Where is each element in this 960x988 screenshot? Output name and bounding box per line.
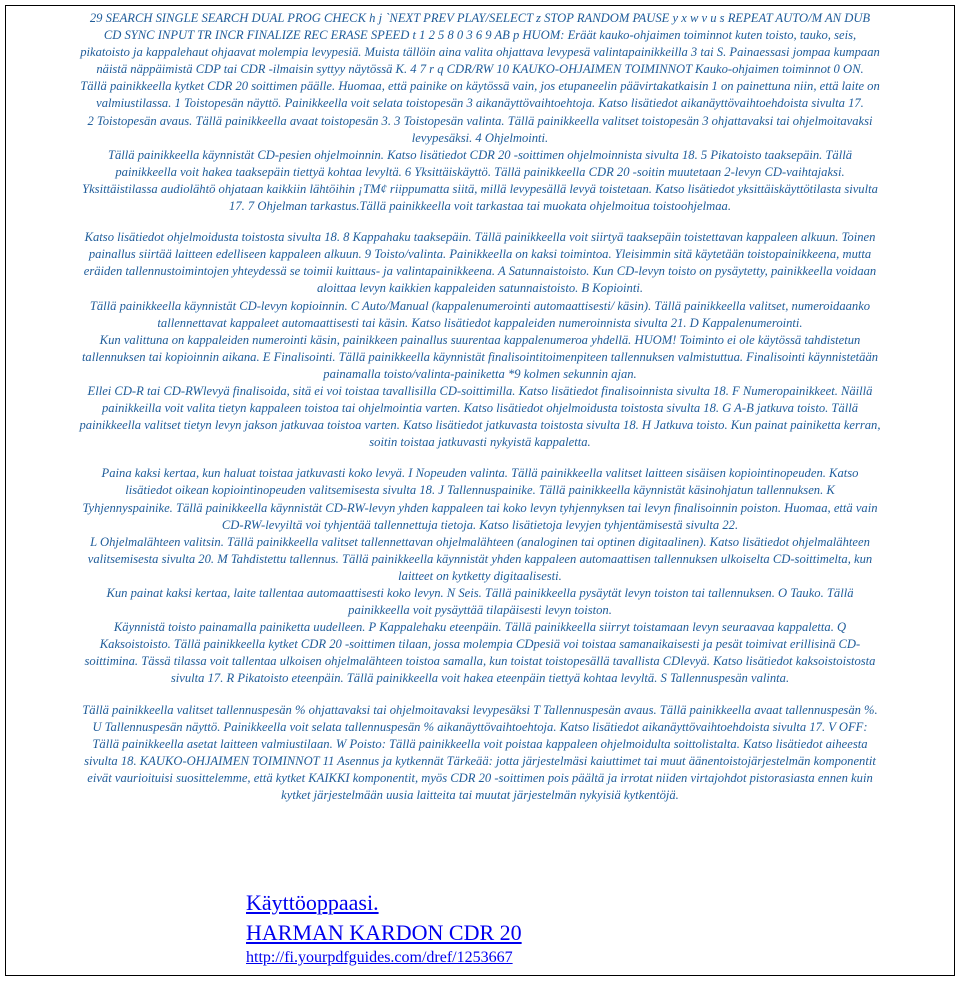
text-line: Paina kaksi kertaa, kun haluat toistaa jatkuvasti koko levyä. I Nopeuden valinta. Tällä painikkeella valitset laitteen sisäisen kopiointinopeuden. Katso (101, 466, 859, 481)
text-line: painamalla toisto/valinta-painiketta *9 kolmen sekunnin ajan. (323, 366, 637, 381)
text-line: Tällä painikkeella kytket CDR 20 soittimen päälle. Huomaa, että painike on käytössä vain, jos etupaneelin päävirtakatkaisin 1 on painettuna niin, että laite on (80, 79, 880, 94)
footer-links (246, 888, 522, 968)
paragraph (9, 702, 951, 805)
url-link[interactable]: http://fi.yourpdfguides.com/dref/1253667 (246, 949, 513, 966)
text-line: Käynnistä toisto painamalla painiketta uudelleen. P Kappalehaku eteenpäin. Tällä painikkeella siirryt toistamaan levyn seuraavaa kappaletta. Q (113, 620, 847, 635)
text-line: Kun valittuna on kappaleiden numerointi käsin, painikkeen painallus suurentaa kappalenumeroa yhdellä. HUOM! Toiminto ei ole käytössä tahdistetun (99, 332, 861, 347)
text-line: näistä näppäimistä CDP tai CDR -ilmaisin syttyy näytössä K. 4 7 r q CDR/RW 10 KAUKO-OHJAIMEN TOIMINNOT Kauko-ohjaimen toiminnot 0 ON. (96, 62, 864, 77)
text-line: painallus siirtää laitteen edelliseen kappaleen alkuun. 9 Toisto/valinta. Painikkeella on kaksi toimintoa. Yleisimmin sitä käytetään toistopainikkeena, mutta (88, 247, 872, 262)
text-line: 29 SEARCH SINGLE SEARCH DUAL PROG CHECK h j `NEXT PREV PLAY/SELECT z STOP RANDOM PAUSE y x w v u s REPEAT AUTO/M AN DUB (89, 11, 871, 25)
manual-text-body (9, 10, 951, 804)
text-line: painikkeella voit pysäyttää tilapäisesti levyn toiston. (348, 603, 612, 618)
paragraph-gap (9, 215, 951, 229)
paragraph-gap (9, 451, 951, 465)
text-line: valitsemisesta sivulta 20. M Tahdistettu tallennus. Tällä painikkeella käynnistät yhden kappaleen automaattisen tallennuksen ulkoiselta CD-soittimelta, kun (87, 551, 873, 566)
paragraph (9, 10, 951, 215)
text-line: 17. 7 Ohjelman tarkastus.Tällä painikkeella voit tarkastaa tai muokata ohjelmoitua toistoohjelmaa. (229, 199, 731, 214)
text-line: Tällä painikkeella valitset tallennuspesän % ohjattavaksi tai ohjelmoitavaksi levypesäksi T Tallennuspesän avaus. Tällä painikkeella avaat tallennuspesän %. (82, 702, 878, 717)
text-line: U Tallennuspesän näyttö. Painikkeella voit selata tallennuspesän % aikanäyttövaihtoehtoja. Katso lisätiedot aikanäyttövaihtoehdoista sivulta 17. V OFF: (92, 719, 868, 734)
text-line: Kaksoistoisto. Tällä painikkeella kytket CDR 20 -soittimen tilaan, jossa molempia CDpesiä voi toistaa samanaikaisesti ja pesät toimivat erillisinä CD- (99, 637, 861, 652)
text-line: sivulta 18. KAUKO-OHJAIMEN TOIMINNOT 11 Asennus ja kytkennät Tärkeää: jotta järjestelmäsi kaiuttimet tai muut äänentoistojärjestelmän komponentit (84, 753, 876, 768)
text-line: aloittaa levyn kaikkien kappaleiden satunnaistoisto. B Kopiointi. (317, 281, 643, 296)
document-page (5, 5, 955, 976)
text-line: Tyhjennyspainike. Tällä painikkeella käynnistät CD-RW-levyn yhden kappaleen tai koko levyn tyhjennyksen tai levyn finalisoinnin poiston. Huomaa, että vain (82, 500, 878, 515)
text-line: Katso lisätiedot ohjelmoidusta toistosta sivulta 18. 8 Kappahaku taaksepäin. Tällä painikkeella voit siirtyä taaksepäin toistettavan kappaleen alkuun. Toinen (84, 230, 876, 245)
text-line: Tällä painikkeella asetat laitteen valmiustilaan. W Poisto: Tällä painikkeella voit poistaa kappaleen ohjelmoidulta soittolistalta. Katso lisätiedot aiheesta (92, 736, 868, 751)
text-line: soittimina. Tässä tilassa voit tallentaa ulkoisen ohjelmalähteen toistoa samalla, kun toistat toistopesällä tavallista CDlevyä. Katso lisätiedot kaksoistoistosta (84, 654, 876, 669)
text-line: CD SYNC INPUT TR INCR FINALIZE REC ERASE SPEED t 1 2 5 8 0 3 6 9 AB p HUOM: Eräät kauko-ohjaimen toiminnot kuten toisto, tauko, seis, (103, 28, 857, 43)
text-line: 2 Toistopesän avaus. Tällä painikkeella avaat toistopesän 3. 3 Toistopesän valinta. Tällä painikkeella valitset toistopesän 3 ohjattavaksi tai ohjelmoitavaksi (87, 113, 873, 128)
paragraph-container (9, 10, 951, 804)
text-line: tallennettavat kappaleet automaattisesti tai käsin. Katso lisätiedot kappaleiden numeroinnista sivulta 21. D Kappalenumerointi. (157, 315, 803, 330)
text-line: painikkeella voit hakea taaksepäin tiettyä kohtaa levyltä. 6 Yksittäiskäyttö. Tällä painikkeella CDR 20 -soitin muutetaan 2-levyn CD-vaihtajaksi. (115, 164, 845, 179)
product-link[interactable]: HARMAN KARDON CDR 20 (246, 920, 522, 945)
text-line: kytket järjestelmään uusia laitteita tai muutat järjestelmän nykyisiä kytkentöjä. (281, 788, 679, 803)
text-line: L Ohjelmalähteen valitsin. Tällä painikkeella valitset tallennettavan ohjelmalähteen (analoginen tai optinen digitaalinen). Katso lisätiedot ohjelmalähteen (90, 534, 870, 549)
text-line: Kun painat kaksi kertaa, laite tallentaa automaattisesti koko levyn. N Seis. Tällä painikkeella pysäytät levyn toiston tai tallennuksen. O Tauko. Tällä (106, 586, 854, 600)
text-line: Tällä painikkeella käynnistät CD-levyn kopioinnin. C Auto/Manual (kappalenumerointi automaattisesti/ käsin). Tällä painikkeella valitset, numeroidaanko (89, 298, 871, 313)
text-line: painikkeilla voit valita tietyn kappaleen toistoa tai ohjelmointia varten. Katso lisätiedot ohjelmoidusta toistosta sivulta 18. G A-B jatkuva toisto. Tällä (101, 401, 859, 416)
text-line: eivät vaurioituisi suosittelemme, että kytket KAIKKI komponentit, myös CDR 20 -soittimen pois päältä ja irrotat niiden virtajohdot pistorasiasta ennen kuin (87, 770, 873, 785)
text-line: pikatoisto ja kappalehaut ohjaavat molempia levypesiä. Muista tällöin aina valita ohjattava levypesä valintapainikkeilla 3 tai S. Painaessasi jompaa kumpaan (80, 45, 880, 60)
text-line: sivulta 17. R Pikatoisto eteenpäin. Tällä painikkeella voit hakea eteenpäin tiettyä kohtaa levyltä. S Tallennuspesän valinta. (170, 671, 790, 686)
text-line: valmiustilassa. 1 Toistopesän näyttö. Painikkeella voit selata toistopesän 3 aikanäyttövaihtoehtoja. Katso lisätiedot aikanäyttövaihtoehdoista sivulta 17. (96, 96, 864, 111)
text-line: painikkeella valitset tietyn levyn jakson jatkuvaa toistoa varten. Katso lisätiedot jatkuvasta toistosta sivulta 18. H Jatkuva toisto. Kun painat painiketta kerran, (79, 418, 881, 433)
text-line: levypesäksi. 4 Ohjelmointi. (411, 130, 549, 145)
text-line: Ellei CD-R tai CD-RWlevyä finalisoida, sitä ei voi toistaa tavallisilla CD-soittimilla. Katso lisätiedot finalisoinnista sivulta 18. F Numeropainikkeet. Näillä (87, 383, 873, 398)
text-line: Tällä painikkeella käynnistät CD-pesien ohjelmoinnin. Katso lisätiedot CDR 20 -soittimen ohjelmoinnista sivulta 18. 5 Pikatoisto taaksepäin. Tällä (107, 147, 853, 162)
text-line: laitteet on kytketty digitaalisesti. (398, 568, 562, 583)
paragraph (9, 229, 951, 451)
text-line: soitin toistaa jatkuvasti nykyistä kappaletta. (369, 435, 591, 450)
paragraph (9, 465, 951, 687)
paragraph-gap (9, 688, 951, 702)
text-line: Yksittäistilassa audiolähtö ohjataan kaikkiin lähtöihin ¡TM¢ riippumatta siitä, millä levypesällä levyä toistetaan. Katso lisätiedot yksittäiskäyttötilasta sivulta (82, 181, 878, 196)
text-line: tallennuksen tai kopioinnin aikana. E Finalisointi. Tällä painikkeella käynnistät finalisointitoimenpiteen tallennuksen valmistuttua. Finalisointi käynnistetään (81, 349, 879, 364)
text-line: lisätiedot oikean kopiointinopeuden valitsemisesta sivulta 18. J Tallennuspainike. Tällä painikkeella käynnistät käsinohjatun tallennuksen. K (125, 483, 835, 498)
text-line: eräiden tallennustoimintojen yhteydessä se toimii kuittaus- ja valintapainikkeena. A Satunnaistoisto. Kun CD-levyn toisto on pysäytetty, painikkeella voidaan (83, 264, 877, 279)
manual-link[interactable]: Käyttöoppaasi. (246, 890, 379, 915)
text-line: CD-RW-levyiltä voi tyhjentää tallennettuja tietoja. Katso lisätietoja levyjen tyhjentämisestä sivulta 22. (221, 517, 739, 532)
